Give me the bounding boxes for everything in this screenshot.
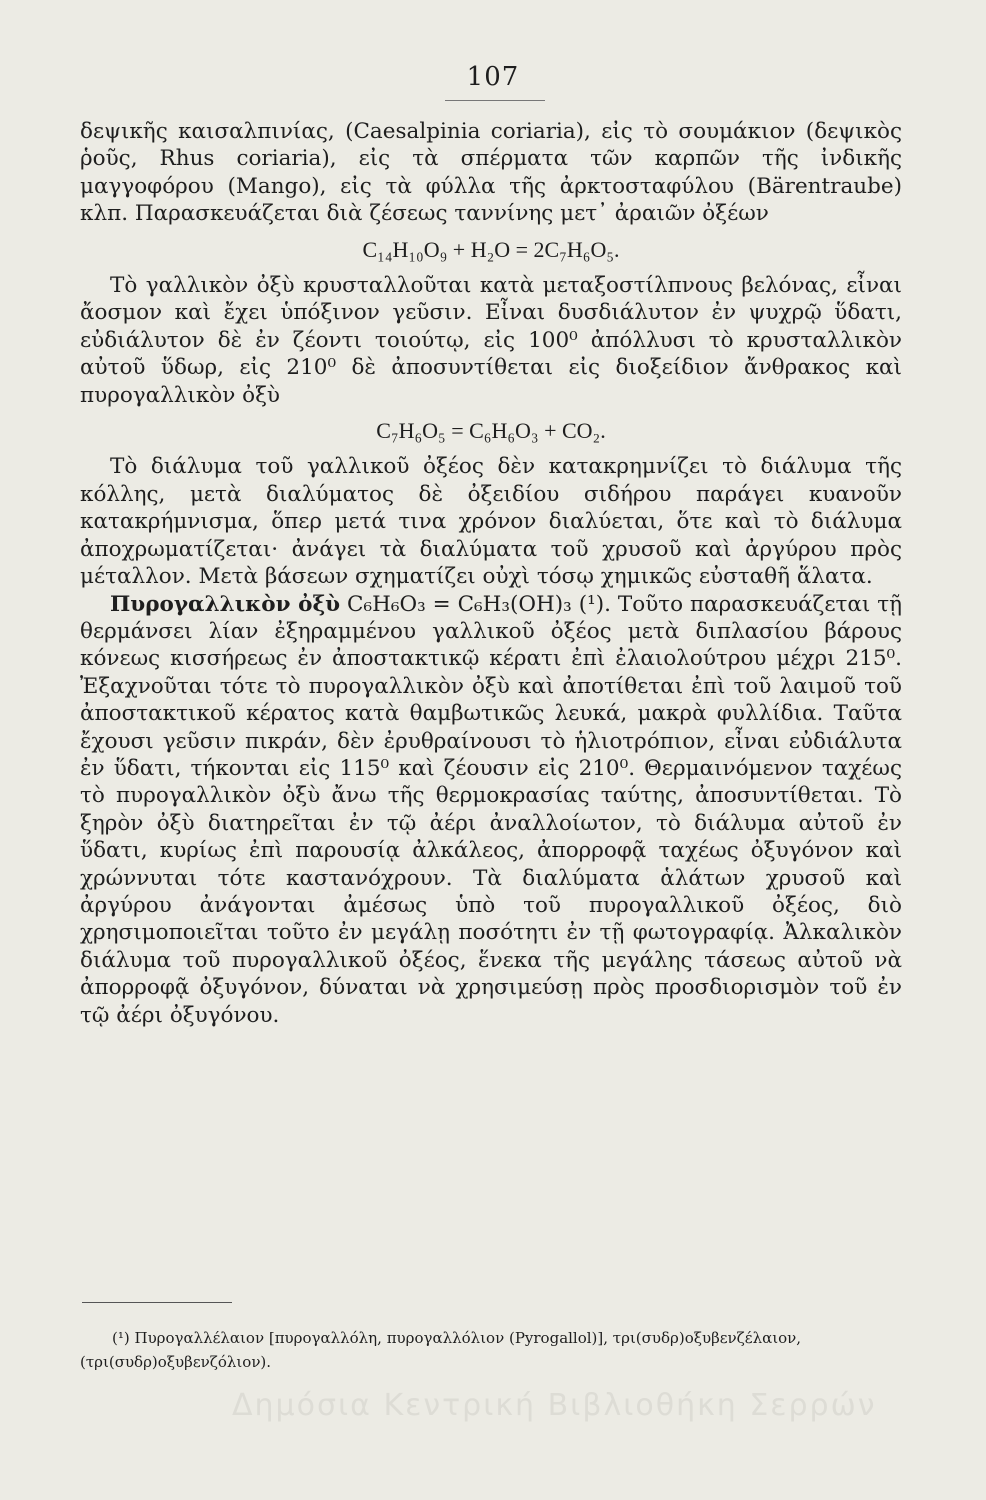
formula-tannin-hydrolysis: C₁₄H₁₀O₉ + H₂O = 2C₇H₆O₅. — [362, 236, 620, 262]
body-text — [80, 118, 902, 1029]
footnote-rule — [82, 1302, 232, 1303]
footnote-reference: (¹). — [578, 591, 611, 617]
paragraph-pyrogallic-acid-text: Τοῦτο παρασκευάζεται τῇ θερμάνσει λίαν ἐξηραμμένου γαλλικοῦ ὀξέος μετὰ διπλασίου βάρους κόνεως κισσήρεως ἐν ἀποστακτικῷ κέρατι ἐπὶ ἐλαιολούτρου μέχρι 215⁰. Ἐξαχνοῦται τότε τὸ πυρογαλλικὸν ὀξὺ καὶ ἀποτίθεται ἐπὶ τοῦ λαιμοῦ τοῦ ἀποστακτικοῦ κέρατος κατὰ θαμβωτικῶς λευκά, μακρὰ φυλλίδια. Ταῦτα ἔχουσι γεῦσιν πικράν, δὲν ἐρυθραίνουσι τὸ ἡλιοτρόπιον, εἶναι εὐδιάλυτα ἐν ὕδατι, τήκονται εἰς 115⁰ καὶ ζέουσιν εἰς 210⁰. Θερμαινόμενον ταχέως τὸ πυρογαλλικὸν ὀξὺ ἄνω τῆς θερμοκρασίας ταύτης, ἀποσυντίθεται. Τὸ ξηρὸν ὀξὺ διατηρεῖται ἐν τῷ ἀέρι ἀναλλοίωτον, τὸ διάλυμα αὐτοῦ ἐν ὕδατι, κυρίως ἐπὶ παρουσίᾳ ἀλκάλεος, ἀπορροφᾷ ταχέως ὀξυγόνον καὶ χρώννυται τότε καστανόχρουν. Τὰ διαλύματα ἁλάτων χρυσοῦ καὶ ἀργύρου ἀνάγονται ἀμέσως ὑπὸ τοῦ πυρογαλλικοῦ ὀξέος, διὸ χρησιμοποιεῖται τοῦτο ἐν μεγάλῃ ποσότητι ἐν τῇ φωτογραφίᾳ. Ἀλκαλικὸν διάλυμα τοῦ πυρογαλλικοῦ ὀξέος, ἕνεκα τῆς μεγάλης τάσεως αὐτοῦ νὰ ἀπορροφᾷ ὀξυγόνον, δύναται νὰ χρησιμεύσῃ πρὸς προσδιορισμὸν τοῦ ἐν τῷ ἀέρι ὀξυγόνου. — [80, 591, 903, 1028]
library-watermark: Δημόσια Κεντρική Βιβλιοθήκη Σερρών — [232, 1388, 877, 1423]
header-rule — [445, 100, 545, 101]
formula-pyrogallic-acid: C₆H₆O₃ = C₆H₃(OH)₃ — [347, 591, 572, 617]
paragraph-pyrogallic-acid — [80, 591, 902, 1030]
page-number: 107 — [466, 62, 520, 92]
paragraph-continuation: δεψικῆς καισαλπινίας, (Caesalpinia coriaria), εἰς τὸ σουμάκιον (δεψικὸς ῥοῦς, Rhus coriaria), εἰς τὰ σπέρματα τῶν καρπῶν τῆς ἰνδικῆς μαγγοφόρου (Mango), εἰς τὰ φύλλα τῆς ἀρκτοσταφύλου (Bärentraube) κλπ. Παρασκευάζεται διὰ ζέσεως ταννίνης μετ᾽ ἀραιῶν ὀξέων — [80, 119, 902, 227]
formula-gallic-decomposition: C₇H₆O₅ = C₆H₆O₃ + CO₂. — [376, 418, 606, 444]
section-title-pyrogallic-acid: Πυρογαλλικὸν ὀξὺ — [110, 591, 341, 617]
paragraph-gallic-acid-properties: Τὸ γαλλικὸν ὀξὺ κρυσταλλοῦται κατὰ μεταξοστίλπνους βελόνας, εἶναι ἄοσμον καὶ ἔχει ὑπόξινον γεῦσιν. Εἶναι δυσδιάλυτον ἐν ψυχρῷ ὕδατι, εὐδιάλυτον δὲ ἐν ζέοντι τοιούτῳ, εἰς 100⁰ ἀπόλλυσι τὸ κρυσταλλικὸν αὐτοῦ ὕδωρ, εἰς 210⁰ δὲ ἀποσυντίθεται εἰς διοξείδιον ἄνθρακος καὶ πυρογαλλικὸν ὀξὺ — [80, 273, 902, 408]
paragraph-gallic-acid-reactions: Τὸ διάλυμα τοῦ γαλλικοῦ ὀξέος δὲν κατακρημνίζει τὸ διάλυμα τῆς κόλλης, μετὰ διαλύματος δὲ ὀξειδίου σιδήρου παράγει κυανοῦν κατακρήμνισμα, ὅπερ μετά τινα χρόνον διαλύεται, ὅτε καὶ τὸ διάλυμα ἀποχρωματίζεται· ἀνάγει τὰ διαλύματα τοῦ χρυσοῦ καὶ ἀργύρου πρὸς μέταλλον. Μετὰ βάσεων σχηματίζει οὐχὶ τόσῳ χημικῶς εὐσταθῆ ἅλατα. — [80, 454, 902, 590]
footnote: (¹) Πυρογαλλέλαιον [πυρογαλλόλη, πυρογαλλόλιον (Pyrogallol)], τρι(συδρ)οξυβενζέλαιον, (τρι(συδρ)οξυβενζόλιον). — [80, 1329, 802, 1371]
